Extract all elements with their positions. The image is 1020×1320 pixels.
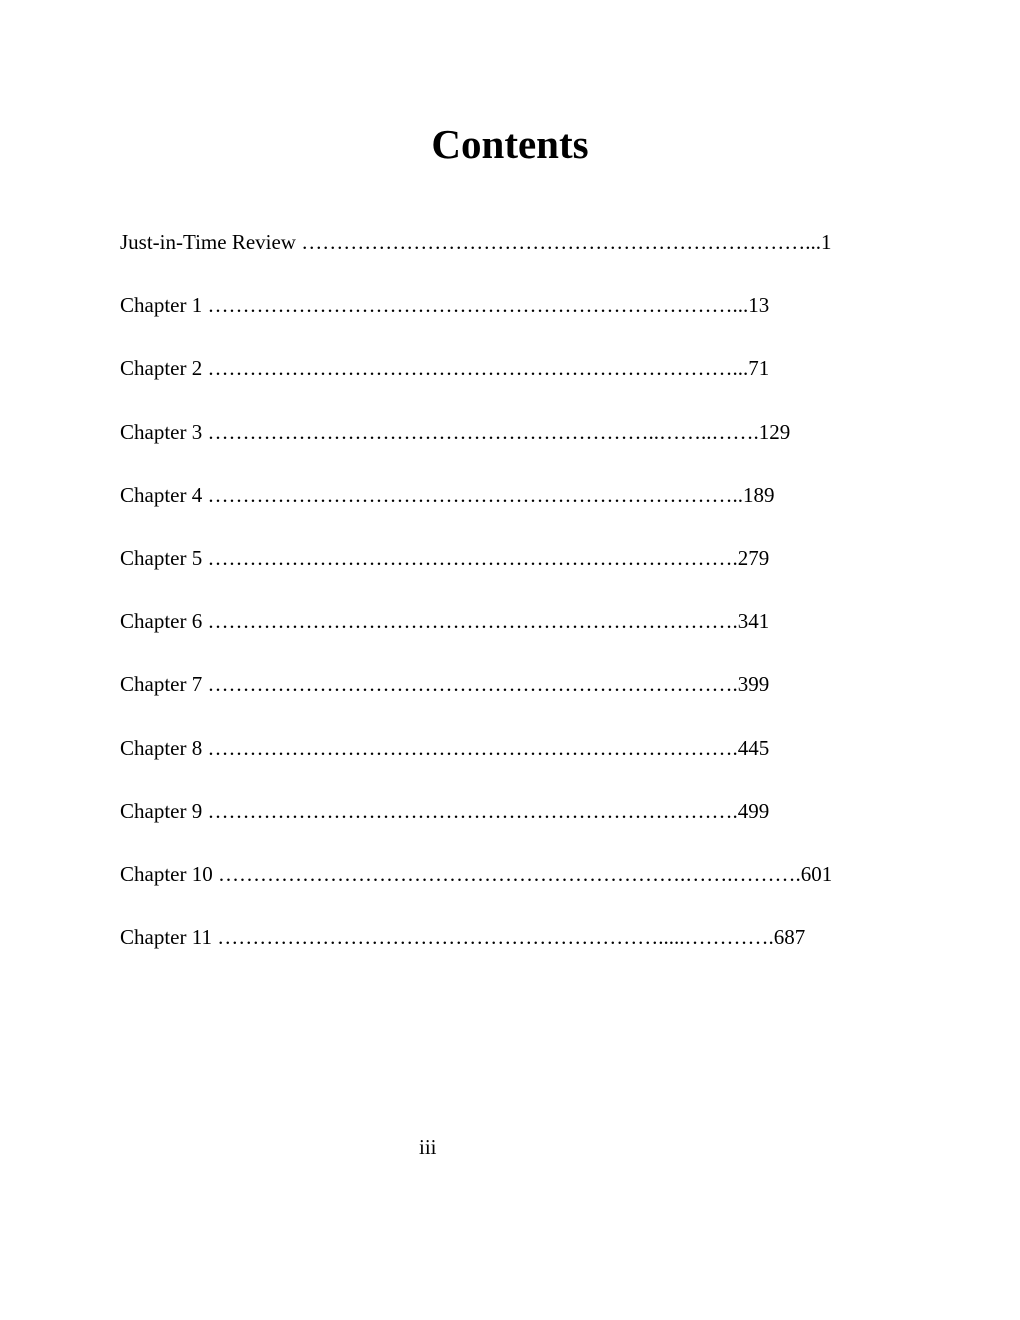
- toc-entry-leader: …………………………………………………………………...: [202, 356, 749, 381]
- toc-entry-chapter-10: [120, 860, 833, 923]
- toc-entry-leader: ………………………………………………………………...: [295, 230, 821, 254]
- toc-entry-page: 129: [758, 419, 791, 444]
- toc-entry-leader: ………………………………………………………………….: [202, 545, 738, 570]
- toc-entry-page: 1: [820, 230, 832, 254]
- toc-entry-label: Chapter 5: [120, 545, 203, 570]
- toc-entry-leader: ………………………………………………………..……..…….: [202, 419, 759, 444]
- toc-entry-label: Chapter 4: [120, 482, 203, 507]
- toc-entry-label: Chapter 1: [120, 293, 203, 318]
- toc-entry-page: 189: [742, 482, 775, 507]
- toc-entry-page: 71: [748, 356, 770, 381]
- toc-entry-page: 13: [748, 293, 770, 318]
- toc-entry-chapter-4: [120, 481, 820, 544]
- toc-entry-leader: …………………………………………………………………...: [202, 293, 749, 318]
- toc-entry-label: Chapter 3: [120, 419, 203, 444]
- toc-entry-label: Chapter 9: [120, 798, 203, 823]
- toc-entry-leader: ………………………………………………………………….: [202, 798, 738, 823]
- toc-entry-page: 445: [737, 735, 770, 760]
- toc-entry-label: Chapter 10: [120, 861, 213, 886]
- toc-entry-chapter-7: [120, 670, 820, 733]
- toc-entry-page: 341: [737, 609, 770, 634]
- toc-entry-page: 687: [773, 925, 806, 950]
- toc-entry-page: 399: [737, 672, 770, 697]
- toc-entry-leader: ………………………………………………………………….: [202, 672, 738, 697]
- toc-entry-chapter-5: [120, 544, 820, 607]
- toc-entry-chapter-1: [120, 291, 820, 354]
- toc-entry-chapter-9: [120, 797, 820, 860]
- toc-entry-leader: ……………………………………………………….....………….: [211, 925, 774, 950]
- toc-entry-chapter-6: [120, 607, 820, 670]
- toc-entry-page: 499: [737, 798, 770, 823]
- page-number: iii: [419, 1135, 437, 1159]
- toc-entry-just-in-time-review: [120, 228, 832, 291]
- toc-entry-label: Chapter 2: [120, 356, 203, 381]
- page-title: Contents: [431, 121, 589, 167]
- toc-entry-label: Just-in-Time Review: [120, 230, 296, 254]
- toc-entry-leader: ………………………………………………………………….: [202, 609, 738, 634]
- toc-entry-label: Chapter 6: [120, 609, 203, 634]
- toc-entry-leader: …………………………………………………………………..: [202, 482, 743, 507]
- table-of-contents: [120, 228, 833, 986]
- toc-entry-page: 279: [737, 545, 770, 570]
- toc-entry-chapter-2: [120, 354, 820, 417]
- toc-entry-chapter-8: [120, 734, 820, 797]
- toc-entry-leader: ………………………………………………………….…….……….: [212, 861, 801, 886]
- toc-entry-page: 601: [800, 861, 833, 886]
- toc-entry-chapter-11: [120, 923, 820, 986]
- toc-entry-label: Chapter 7: [120, 672, 203, 697]
- toc-entry-chapter-3: [120, 418, 820, 481]
- toc-entry-label: Chapter 11: [120, 925, 212, 950]
- toc-entry-leader: ………………………………………………………………….: [202, 735, 738, 760]
- toc-entry-label: Chapter 8: [120, 735, 203, 760]
